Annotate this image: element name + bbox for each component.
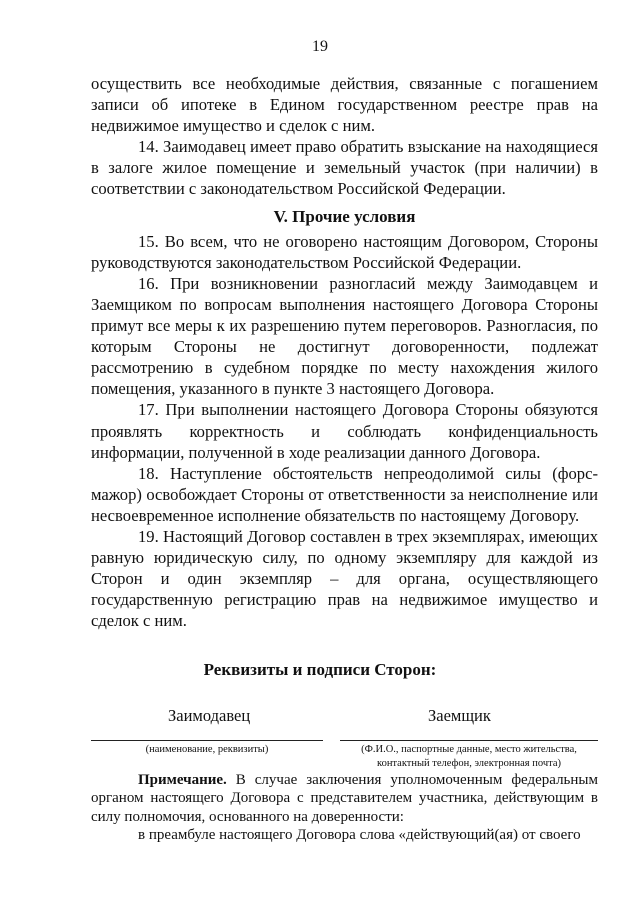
contract-body <box>91 73 598 631</box>
note-paragraph <box>91 771 598 826</box>
requisites-heading: Реквизиты и подписи Сторон: <box>203 660 437 679</box>
borrower-label: Заемщик <box>428 706 491 725</box>
borrower-signature-line <box>340 740 598 741</box>
lender-signature-caption: (наименование, реквизиты) <box>145 744 269 755</box>
paragraph-continuation: осуществить все необходимые действия, связанные с погашением записи об ипотеке в Едином государственном реестре прав на недвижимое имущество и сделок с ним. <box>91 74 598 136</box>
paragraph-15: 15. Во всем, что не оговорено настоящим Договором, Стороны руководствуются законодательством Российской Федерации. <box>91 231 598 272</box>
page-number: 19 <box>312 38 328 55</box>
paragraph-18: 18. Наступление обстоятельств непреодолимой силы (форс-мажор) освобождает Стороны от ответственности за неисполнение или несвоевременное исполнение обязательств по настоящему Договору. <box>91 463 598 525</box>
borrower-caption-line-1: (Ф.И.О., паспортные данные, место жительства, <box>361 744 577 755</box>
paragraph-19: 19. Настоящий Договор составлен в трех экземплярах, имеющих равную юридическую силу, по одному экземпляру для каждой из Сторон и один экземпляр – для органа, осуществляющего государственную регистрацию прав на недвижимое имущество и сделок с ним. <box>91 526 598 631</box>
note-item: в преамбуле настоящего Договора слова «действующий(ая) от своего <box>138 827 581 844</box>
paragraph-14: 14. Заимодавец имеет право обратить взыскание на находящиеся в залоге жилое помещение и земельный участок (при наличии) в соответствии с законодательством Российской Федерации. <box>91 137 598 199</box>
lender-label: Заимодавец <box>168 706 251 725</box>
section-heading-other-terms: V. Прочие условия <box>273 206 416 226</box>
lender-signature-line <box>91 740 323 741</box>
paragraph-16: 16. При возникновении разногласий между Заимодавцем и Заемщиком по вопросам выполнения настоящего Договора Стороны примут все меры к их разрешению путем переговоров. Разногласия, по которым Стороны не достигнут договоренности, подлежат рассмотрению в судебном порядке по месту нахождения жилого помещения, указанного в пункте 3 настоящего Договора. <box>91 273 598 399</box>
note-label: Примечание. <box>138 772 227 788</box>
borrower-signature-caption <box>340 743 598 771</box>
paragraph-17: 17. При выполнении настоящего Договора Стороны обязуются проявлять корректность и соблюдать конфиденциальность информации, полученной в ходе реализации данного Договора. <box>91 400 598 462</box>
note-block <box>91 771 598 845</box>
note-text: В случае заключения уполномоченным федеральным органом настоящего Договора с представителем участника, действующим в силу полномочия, основанного на доверенности: <box>91 772 598 825</box>
borrower-caption-line-2: контактный телефон, электронная почта) <box>377 758 561 769</box>
